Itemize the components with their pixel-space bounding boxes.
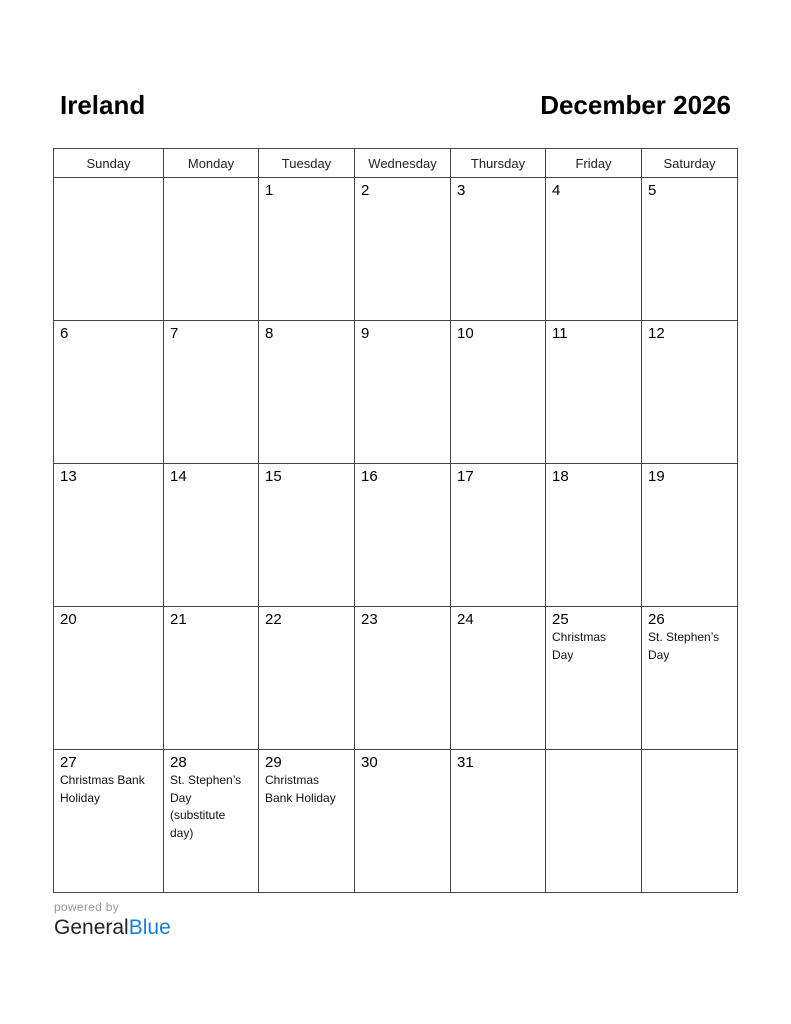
- holiday-label: Holiday: [60, 790, 101, 805]
- week-row: [54, 178, 738, 321]
- holiday-label: St. Stephen’s: [170, 773, 242, 787]
- week-row: [54, 750, 738, 893]
- day-cell: [451, 464, 546, 607]
- day-cell: [355, 607, 451, 750]
- day-number: 9: [361, 325, 370, 342]
- day-number: 3: [457, 182, 466, 199]
- day-number: 24: [457, 611, 474, 628]
- weekday-wednesday: Wednesday: [355, 149, 451, 178]
- day-number: 21: [170, 611, 187, 628]
- holiday-label: day): [170, 825, 194, 840]
- day-number: 25: [552, 611, 569, 628]
- week-row: [54, 321, 738, 464]
- day-number: 10: [457, 325, 474, 342]
- brand-blue: Blue: [128, 916, 171, 939]
- day-cell: [259, 750, 355, 893]
- day-cell: [546, 464, 642, 607]
- powered-by-text: powered by: [54, 900, 120, 914]
- day-cell: [54, 178, 164, 321]
- day-number: 12: [648, 325, 665, 342]
- day-number: 30: [361, 754, 378, 771]
- day-cell: [355, 178, 451, 321]
- day-cell: [451, 607, 546, 750]
- weekday-friday: Friday: [546, 149, 642, 178]
- holiday-label: (substitute: [170, 808, 226, 822]
- day-cell: [451, 750, 546, 893]
- day-cell: [259, 607, 355, 750]
- day-cell: [259, 464, 355, 607]
- day-number: 28: [170, 754, 187, 771]
- footer-branding: [54, 900, 171, 940]
- day-cell: [355, 321, 451, 464]
- holiday-label: Christmas Bank: [60, 773, 145, 787]
- day-cell: [642, 607, 738, 750]
- day-number: 23: [361, 611, 378, 628]
- day-cell: [164, 464, 259, 607]
- week-row: [54, 464, 738, 607]
- month-title: December 2026: [540, 90, 731, 120]
- day-cell: [451, 321, 546, 464]
- brand-logo: [54, 916, 171, 940]
- day-number: 20: [60, 611, 77, 628]
- day-number: 17: [457, 468, 474, 485]
- day-number: 15: [265, 468, 282, 485]
- day-cell: [259, 321, 355, 464]
- week-row: [54, 607, 738, 750]
- calendar-header: [60, 90, 731, 126]
- day-number: 16: [361, 468, 378, 485]
- day-cell: [164, 178, 259, 321]
- weekday-thursday: Thursday: [451, 149, 546, 178]
- day-number: 4: [552, 182, 561, 199]
- day-number: 26: [648, 611, 665, 628]
- day-number: 27: [60, 754, 77, 771]
- weekday-header-row: [54, 149, 738, 178]
- day-number: 11: [552, 325, 568, 342]
- day-number: 29: [265, 754, 282, 771]
- day-cell: [54, 607, 164, 750]
- day-number: 8: [265, 325, 274, 342]
- holiday-label: St. Stephen’s: [648, 630, 720, 644]
- day-cell: [164, 321, 259, 464]
- day-cell: [546, 607, 642, 750]
- day-number: 22: [265, 611, 282, 628]
- day-cell: [642, 464, 738, 607]
- holiday-label: Day: [552, 647, 574, 662]
- weekday-sunday: Sunday: [54, 149, 164, 178]
- day-cell: [54, 750, 164, 893]
- day-cell: [642, 178, 738, 321]
- day-cell: [642, 321, 738, 464]
- day-cell: [546, 321, 642, 464]
- day-cell: [642, 750, 738, 893]
- day-cell: [355, 750, 451, 893]
- brand-general: General: [54, 916, 129, 939]
- calendar-grid: [53, 148, 738, 893]
- day-cell: [54, 464, 164, 607]
- holiday-label: Christmas: [552, 630, 607, 644]
- day-cell: [546, 178, 642, 321]
- holiday-label: Day: [170, 790, 192, 805]
- weekday-monday: Monday: [164, 149, 259, 178]
- holiday-label: Bank Holiday: [265, 790, 336, 805]
- holiday-label: Christmas: [265, 773, 320, 787]
- day-number: 7: [170, 325, 179, 342]
- weekday-saturday: Saturday: [642, 149, 738, 178]
- day-number: 5: [648, 182, 657, 199]
- day-cell: [546, 750, 642, 893]
- day-number: 18: [552, 468, 569, 485]
- day-number: 19: [648, 468, 665, 485]
- country-title: Ireland: [60, 90, 146, 120]
- day-number: 13: [60, 468, 77, 485]
- day-number: 1: [265, 182, 274, 199]
- day-number: 14: [170, 468, 187, 485]
- day-number: 2: [361, 182, 370, 199]
- weekday-tuesday: Tuesday: [259, 149, 355, 178]
- day-cell: [164, 750, 259, 893]
- day-cell: [451, 178, 546, 321]
- holiday-label: Day: [648, 647, 670, 662]
- day-cell: [259, 178, 355, 321]
- day-number: 31: [457, 754, 474, 771]
- day-number: 6: [60, 325, 69, 342]
- day-cell: [164, 607, 259, 750]
- day-cell: [355, 464, 451, 607]
- day-cell: [54, 321, 164, 464]
